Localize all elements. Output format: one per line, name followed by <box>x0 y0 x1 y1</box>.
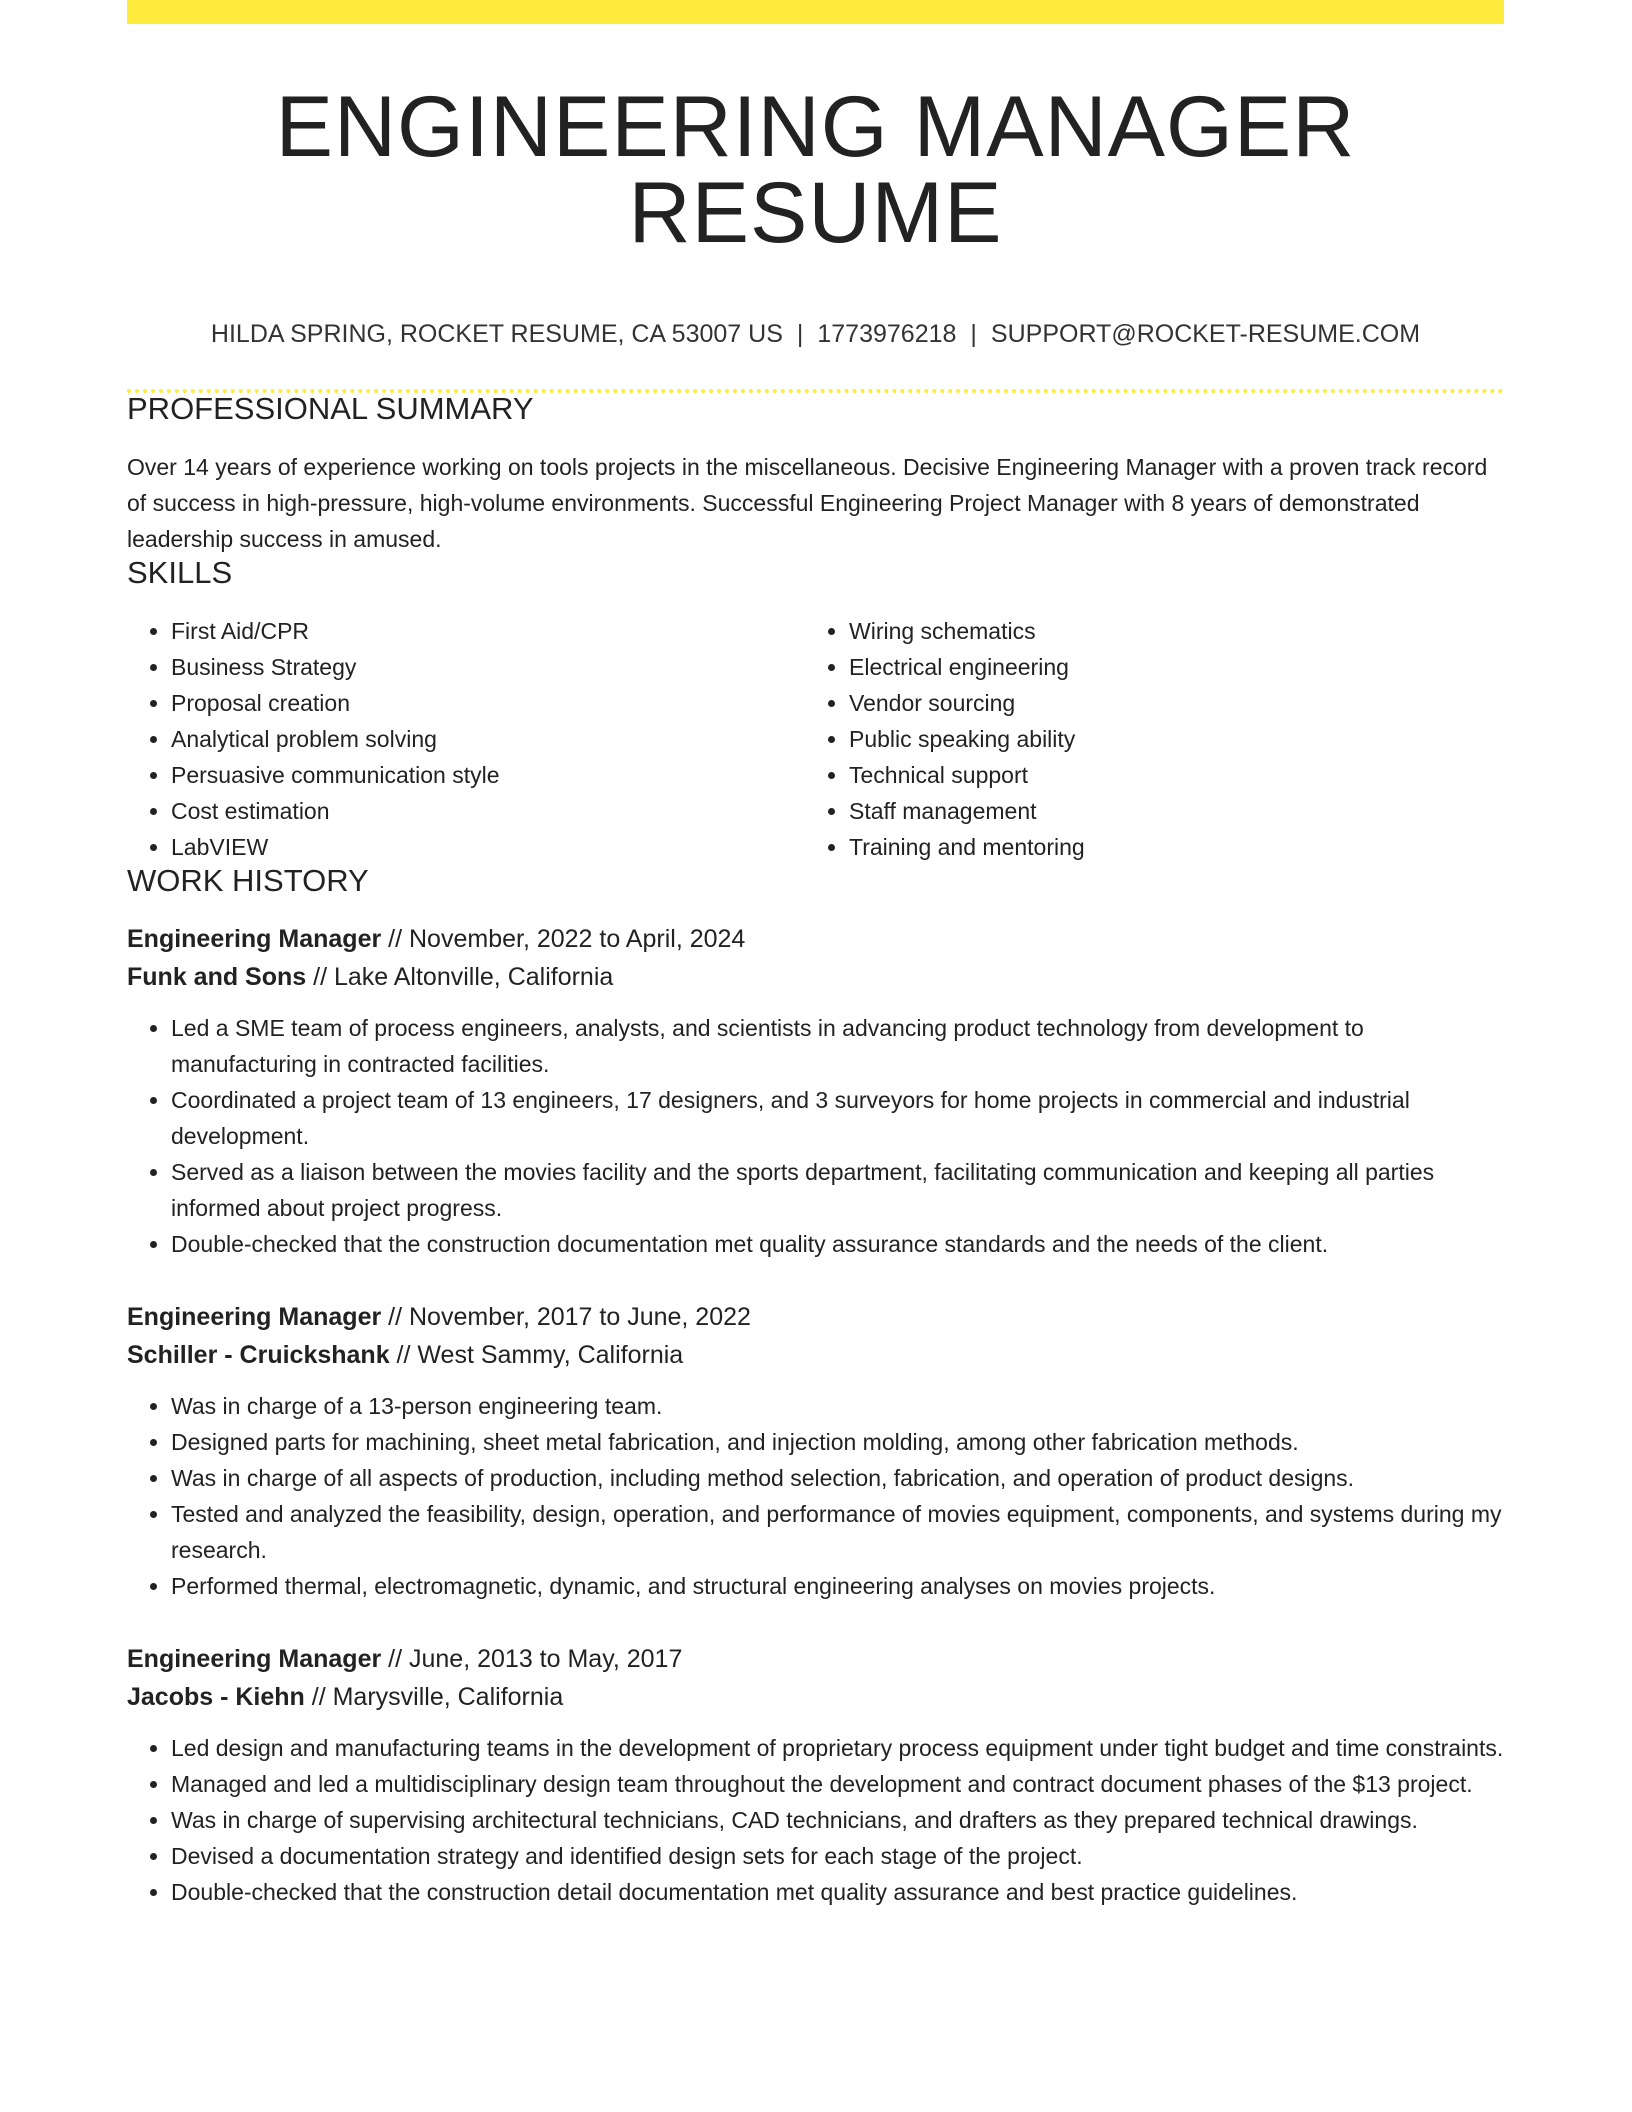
job-location: // Marysville, California <box>304 1683 564 1711</box>
skill-item: • Technical support <box>849 757 1483 793</box>
job-bullet: • Was in charge of supervising architectural technicians, CAD technicians, and drafters as they prepared technical drawings. <box>171 1802 1504 1838</box>
job-dates: // June, 2013 to May, 2017 <box>381 1645 683 1673</box>
job-title: Engineering Manager <box>127 1645 382 1673</box>
job-title-line <box>127 1298 1504 1336</box>
job-company: Schiller - Cruickshank <box>127 1341 390 1369</box>
job-company-line <box>127 958 1504 996</box>
job-location: // Lake Altonville, California <box>306 963 614 991</box>
job-title-line <box>127 1640 1504 1678</box>
job-bullet: • Double-checked that the construction detail documentation met quality assurance and best practice guidelines. <box>171 1874 1504 1910</box>
skills-heading: SKILLS <box>127 555 233 590</box>
job-bullet: • Managed and led a multidisciplinary design team throughout the development and contract document phases of the $13 project. <box>171 1766 1504 1802</box>
job-bullet: • Was in charge of a 13-person engineering team. <box>171 1388 1504 1424</box>
skill-item: • Proposal creation <box>171 685 805 721</box>
skills-column-right <box>805 613 1483 865</box>
resume-page <box>127 0 1504 1910</box>
job-location: // West Sammy, California <box>389 1341 684 1369</box>
job-bullet: • Coordinated a project team of 13 engineers, 17 designers, and 3 surveyors for home projects in commercial and industrial development. <box>171 1082 1504 1154</box>
skill-item: • LabVIEW <box>171 829 805 865</box>
resume-title: ENGINEERING MANAGER RESUME <box>275 79 1356 261</box>
job-bullet: • Double-checked that the construction documentation met quality assurance standards and the needs of the client. <box>171 1226 1504 1262</box>
skills-list <box>127 613 1504 865</box>
contact-separator: | <box>970 320 977 348</box>
job-bullets <box>127 1388 1504 1604</box>
contact-phone: 1773976218 <box>817 320 957 348</box>
job-title: Engineering Manager <box>127 1303 382 1331</box>
summary-heading: PROFESSIONAL SUMMARY <box>127 391 534 426</box>
work-history-heading: WORK HISTORY <box>127 863 369 898</box>
job-dates: // November, 2022 to April, 2024 <box>381 925 746 953</box>
skill-item: • Analytical problem solving <box>171 721 805 757</box>
job-bullet: • Served as a liaison between the movies facility and the sports department, facilitating communication and keeping all parties informed about project progress. <box>171 1154 1504 1226</box>
job-bullet: • Tested and analyzed the feasibility, design, operation, and performance of movies equipment, components, and systems during my research. <box>171 1496 1504 1568</box>
job-bullet: • Led a SME team of process engineers, analysts, and scientists in advancing product technology from development to manufacturing in contracted facilities. <box>171 1010 1504 1082</box>
contact-address: HILDA SPRING, ROCKET RESUME, CA 53007 US <box>210 320 783 348</box>
job-title-line <box>127 920 1504 958</box>
job-dates: // November, 2017 to June, 2022 <box>381 1303 751 1331</box>
skill-item: • First Aid/CPR <box>171 613 805 649</box>
skill-item: • Staff management <box>849 793 1483 829</box>
job-company: Jacobs - Kiehn <box>127 1683 305 1711</box>
job-bullet: • Led design and manufacturing teams in the development of proprietary process equipment under tight budget and time constraints. <box>171 1730 1504 1766</box>
job-entry <box>127 920 1504 1262</box>
job-bullet: • Performed thermal, electromagnetic, dynamic, and structural engineering analyses on movies projects. <box>171 1568 1504 1604</box>
skill-item: • Electrical engineering <box>849 649 1483 685</box>
job-bullet: • Devised a documentation strategy and identified design sets for each stage of the project. <box>171 1838 1504 1874</box>
skill-item: • Cost estimation <box>171 793 805 829</box>
skill-item: • Vendor sourcing <box>849 685 1483 721</box>
skill-item: • Training and mentoring <box>849 829 1483 865</box>
job-company-line <box>127 1336 1504 1374</box>
job-bullet: • Designed parts for machining, sheet metal fabrication, and injection molding, among other fabrication methods. <box>171 1424 1504 1460</box>
contact-separator: | <box>796 320 804 348</box>
job-company: Funk and Sons <box>127 963 307 991</box>
job-title: Engineering Manager <box>127 925 382 953</box>
skill-item: • Public speaking ability <box>849 721 1483 757</box>
job-company-line <box>127 1678 1504 1716</box>
job-entry <box>127 1298 1504 1604</box>
job-bullets <box>127 1730 1504 1910</box>
job-bullets <box>127 1010 1504 1262</box>
contact-line <box>127 322 1504 347</box>
contact-email: SUPPORT@ROCKET-RESUME.COM <box>990 320 1421 348</box>
summary-text: Over 14 years of experience working on tools projects in the miscellaneous. Decisive Engineering Manager with a proven track record of success in high-pressure, high-volume environments. Successful Engineering Project Manager with 8 years of demonstrated leadership success in amused. <box>127 454 1488 552</box>
accent-top-bar <box>127 0 1504 24</box>
skill-item: • Business Strategy <box>171 649 805 685</box>
skills-column-left <box>127 613 805 865</box>
skill-item: • Wiring schematics <box>849 613 1483 649</box>
job-entry <box>127 1640 1504 1910</box>
job-bullet: • Was in charge of all aspects of production, including method selection, fabrication, and operation of product designs. <box>171 1460 1504 1496</box>
skill-item: • Persuasive communication style <box>171 757 805 793</box>
